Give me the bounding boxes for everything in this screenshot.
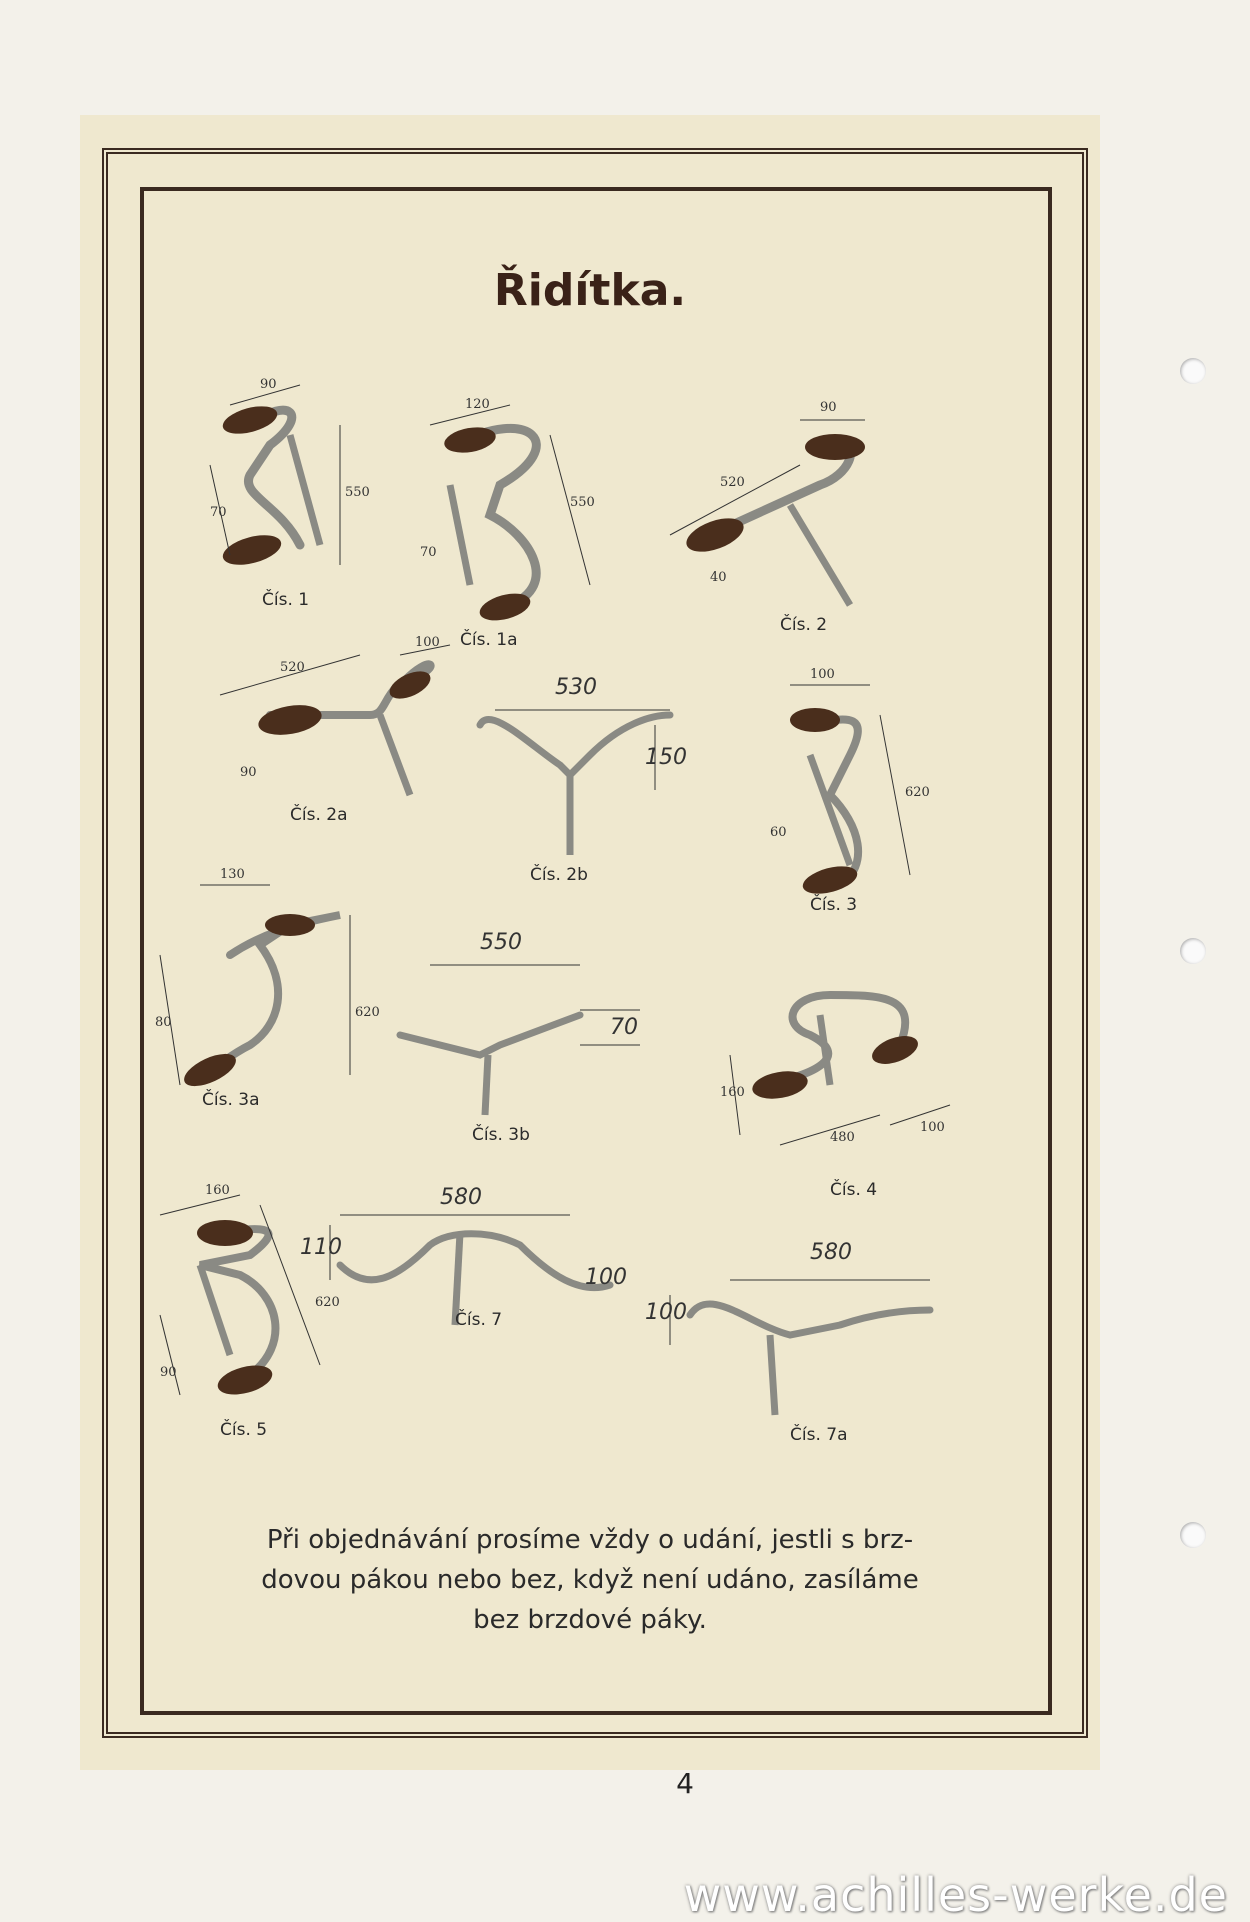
dim-label: 160 xyxy=(205,1183,230,1198)
page-number: 4 xyxy=(676,1767,694,1800)
handlebar-1-drawing xyxy=(190,365,390,585)
dim-label: 70 xyxy=(210,505,227,520)
dim-label: 60 xyxy=(770,825,787,840)
punch-hole xyxy=(1180,1522,1206,1548)
handlebar-3b-drawing xyxy=(400,945,630,1115)
dim-label: 520 xyxy=(720,475,745,490)
dim-label: 100 xyxy=(415,635,440,650)
dim-label: 100 xyxy=(810,667,835,682)
dim-label: 480 xyxy=(830,1130,855,1145)
dim-label: 130 xyxy=(220,867,245,882)
dim-label: 530 xyxy=(555,675,597,700)
dim-label: 580 xyxy=(440,1185,482,1210)
dim-label: 90 xyxy=(160,1365,177,1380)
handlebar-2a-drawing xyxy=(190,635,450,815)
punch-hole xyxy=(1180,358,1206,384)
dim-label: 70 xyxy=(610,1015,638,1040)
watermark: www.achilles-werke.de xyxy=(683,1868,1228,1922)
dim-label: 580 xyxy=(810,1240,852,1265)
figure-label: Čís. 2b xyxy=(530,865,588,885)
figure-label: Čís. 1a xyxy=(460,630,518,650)
handlebar-2b-drawing xyxy=(470,685,690,865)
figure-label: Čís. 5 xyxy=(220,1420,268,1440)
dim-label: 40 xyxy=(710,570,727,585)
dim-label: 550 xyxy=(345,485,370,500)
handlebar-3a-drawing xyxy=(140,875,370,1095)
dim-label: 70 xyxy=(420,545,437,560)
dim-label: 160 xyxy=(720,1085,745,1100)
figure-label: Čís. 7a xyxy=(790,1425,848,1445)
figure-label: Čís. 2a xyxy=(290,805,348,825)
page-title: Řidítka. xyxy=(493,265,687,316)
figure-label: Čís. 2 xyxy=(780,615,828,635)
dim-label: 100 xyxy=(585,1265,627,1290)
dim-label: 110 xyxy=(300,1235,342,1260)
catalog-page xyxy=(80,115,1100,1800)
dim-label: 120 xyxy=(465,397,490,412)
dim-label: 520 xyxy=(280,660,305,675)
note-line: Při objednávání prosíme vždy o udání, jestli s brz- xyxy=(266,1525,914,1555)
handlebar-2-drawing xyxy=(650,385,890,625)
dim-label: 80 xyxy=(155,1015,172,1030)
dim-label: 550 xyxy=(480,930,522,955)
note-line: dovou pákou nebo bez, když není udáno, zasíláme xyxy=(261,1565,919,1595)
dim-label: 620 xyxy=(315,1295,340,1310)
dim-label: 90 xyxy=(820,400,837,415)
dim-label: 100 xyxy=(920,1120,945,1135)
handlebar-7a-drawing xyxy=(670,1255,930,1415)
dim-label: 150 xyxy=(645,745,687,770)
dim-label: 90 xyxy=(240,765,257,780)
dim-label: 620 xyxy=(355,1005,380,1020)
note-line: bez brzdové páky. xyxy=(473,1605,707,1635)
figure-label: Čís. 3a xyxy=(202,1090,260,1110)
order-note xyxy=(200,1520,980,1640)
dim-label: 90 xyxy=(260,377,277,392)
figure-label: Čís. 3 xyxy=(810,895,858,915)
punch-hole xyxy=(1180,938,1206,964)
figure-label: Čís. 4 xyxy=(830,1180,878,1200)
figure-label: Čís. 3b xyxy=(472,1125,530,1145)
dim-label: 620 xyxy=(905,785,930,800)
figure-label: Čís. 7 xyxy=(455,1310,503,1330)
dim-label: 550 xyxy=(570,495,595,510)
dim-label: 100 xyxy=(645,1300,687,1325)
figure-label: Čís. 1 xyxy=(262,590,310,610)
